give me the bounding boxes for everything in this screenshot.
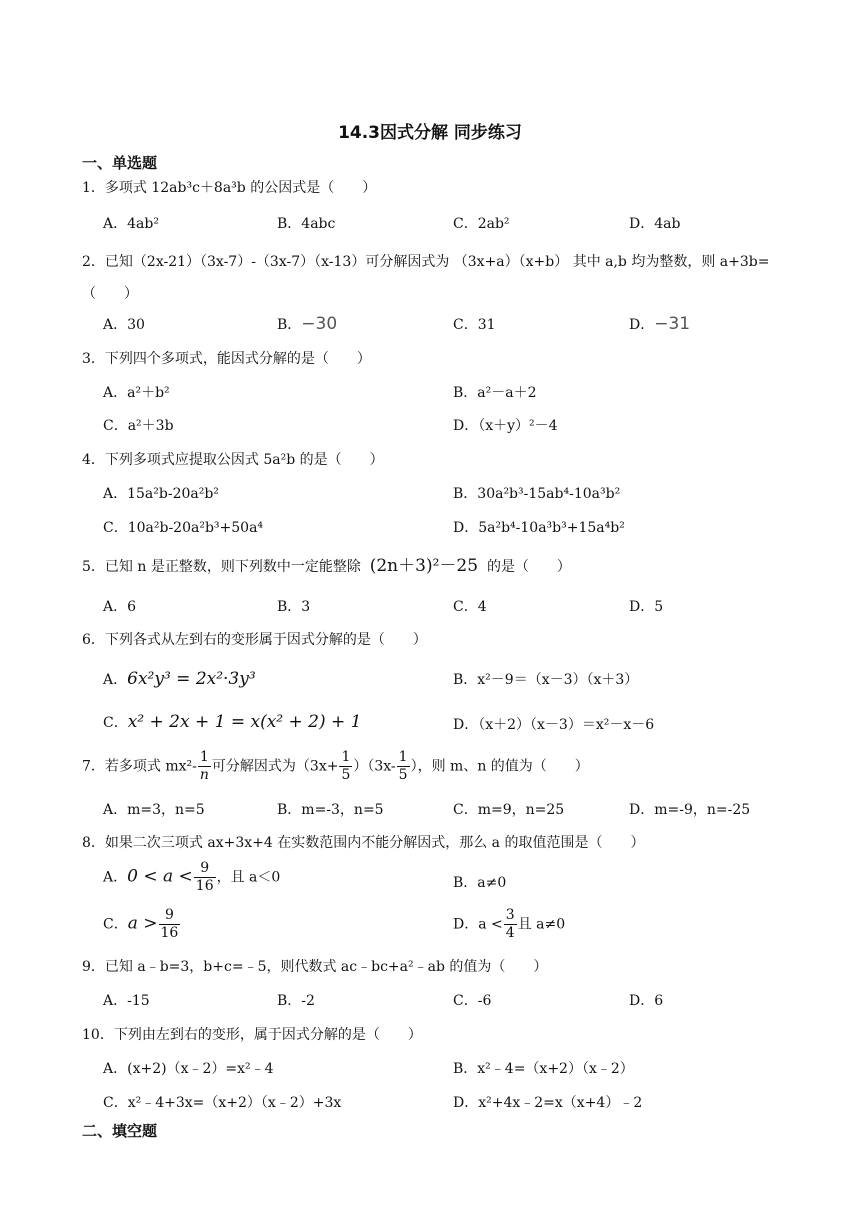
q8-option-b: B．a≠0 [453, 875, 507, 891]
q2-option-a: A．30 [103, 317, 145, 333]
q3-option-c: C．a²＋3b [103, 418, 174, 434]
question-4-stem: 4．下列多项式应提取公因式 5a²b 的是（ ） [82, 452, 384, 468]
q7-option-b: B．m=-3，n=5 [277, 802, 384, 818]
fraction-3-over-4: $\frac{3}{4}$ [505, 907, 515, 941]
q7-option-a: A．m=3，n=5 [103, 802, 205, 818]
fraction-9-over-16-c: $\frac{9}{16}$ [160, 907, 179, 941]
q2-option-c: C．31 [453, 317, 496, 333]
page-title: 14.3因式分解 同步练习 [338, 123, 522, 143]
question-1-stem: 1．多项式 12ab³c＋8a³b 的公因式是（ ） [82, 180, 377, 196]
q10-option-c: C．x²﹣4+3x=（x+2）（x﹣2）+3x [103, 1095, 342, 1111]
q5-option-b: B．3 [277, 599, 311, 615]
q8-option-d: D．a < $\frac{3}{4}$ 且 a≠0 [453, 907, 566, 941]
fraction-1-over-5-b: $\frac{1}{5}$ [398, 749, 408, 783]
fraction-1-over-n: $\frac{1}{n}$ [199, 749, 209, 783]
question-8-stem: 8．如果二次三项式 ax+3x+4 在实数范围内不能分解因式，那么 a 的取值范围是（ ） [82, 835, 645, 851]
q9-option-c: C．-6 [453, 993, 492, 1009]
q4-option-d: D．5a²b⁴-10a³b³+15a⁴b² [453, 520, 625, 536]
question-3-stem: 3．下列四个多项式，能因式分解的是（ ） [82, 351, 371, 367]
q5-option-a: A．6 [103, 599, 137, 615]
q10-option-d: D．x²+4x﹣2=x（x+4）﹣2 [453, 1095, 643, 1111]
q9-option-d: D．6 [629, 993, 664, 1009]
q3-option-b: B．a²－a＋2 [453, 385, 537, 401]
q6-option-a: A．6x²y³ = 2x²·3y³ [103, 669, 256, 689]
q5-option-c: C．4 [453, 599, 487, 615]
fraction-1-over-5-a: $\frac{1}{5}$ [341, 749, 351, 783]
question-7-stem: 7．若多项式 mx²- $\frac{1}{n}$ 可分解因式为（3x+ $\frac{1}{5}$ ）（3x- $\frac{1}{5}$ ），则 m、n 的值为（ ） [82, 749, 589, 783]
question-6-stem: 6．下列各式从左到右的变形属于因式分解的是（ ） [82, 632, 427, 648]
q7-option-c: C．m=9，n=25 [453, 802, 565, 818]
question-5-stem: 5．已知 n 是正整数，则下列数中一定能整除 (2n＋3)²－25 的是（ ） [82, 556, 571, 576]
q7-option-d: D．m=-9，n=-25 [629, 802, 751, 818]
q5-expression: (2n＋3)²－25 [369, 556, 479, 576]
q4-option-a: A．15a²b-20a²b² [103, 486, 219, 502]
q5-option-d: D．5 [629, 599, 664, 615]
q1-option-d: D．4ab [629, 216, 681, 232]
q1-option-c: C．2ab² [453, 216, 510, 232]
question-10-stem: 10．下列由左到右的变形，属于因式分解的是（ ） [82, 1027, 422, 1043]
q2-option-b: B．−30 [277, 314, 338, 334]
q9-option-b: B．-2 [277, 993, 315, 1009]
q8-option-c: C．a > $\frac{9}{16}$ [103, 907, 179, 941]
q1-option-b: B．4abc [277, 216, 336, 232]
q6-option-c: C．x² + 2x + 1 = x(x² + 2) + 1 [103, 712, 362, 732]
q3-option-a: A．a²＋b² [103, 385, 170, 401]
q10-option-a: A．(x+2)（x﹣2）=x²﹣4 [103, 1061, 274, 1077]
q2-option-d: D．−31 [629, 314, 691, 334]
q6-option-b: B．x²－9＝（x－3）（x＋3） [453, 672, 639, 688]
question-9-stem: 9．已知 a﹣b=3，b+c=﹣5，则代数式 ac﹣bc+a²﹣ab 的值为（ ） [82, 959, 548, 975]
q8-option-a: A．0 < a < $\frac{9}{16}$ ，且 a＜0 [103, 860, 281, 894]
q10-option-b: B．x²﹣4=（x+2）（x﹣2） [453, 1061, 634, 1077]
q3-option-d: D．（x＋y）²－4 [453, 418, 558, 434]
q4-option-c: C．10a²b-20a²b³+50a⁴ [103, 520, 264, 536]
section-heading-fill-blank: 二、填空题 [82, 1122, 158, 1140]
q9-option-a: A．-15 [103, 993, 150, 1009]
q4-option-b: B．30a²b³-15ab⁴-10a³b² [453, 486, 621, 502]
q6-option-d: D．（x＋2）（x－3）＝x²－x－6 [453, 717, 655, 733]
fraction-9-over-16-a: $\frac{9}{16}$ [195, 860, 214, 894]
q1-option-a: A．4ab² [103, 216, 159, 232]
section-heading-single-choice: 一、单选题 [82, 154, 158, 172]
question-2-stem: 2．已知（2x-21）（3x-7）-（3x-7）（x-13）可分解因式为 （3x+a）（x+b） 其中 a,b 均为整数，则 a+3b=（ ） [82, 254, 770, 302]
